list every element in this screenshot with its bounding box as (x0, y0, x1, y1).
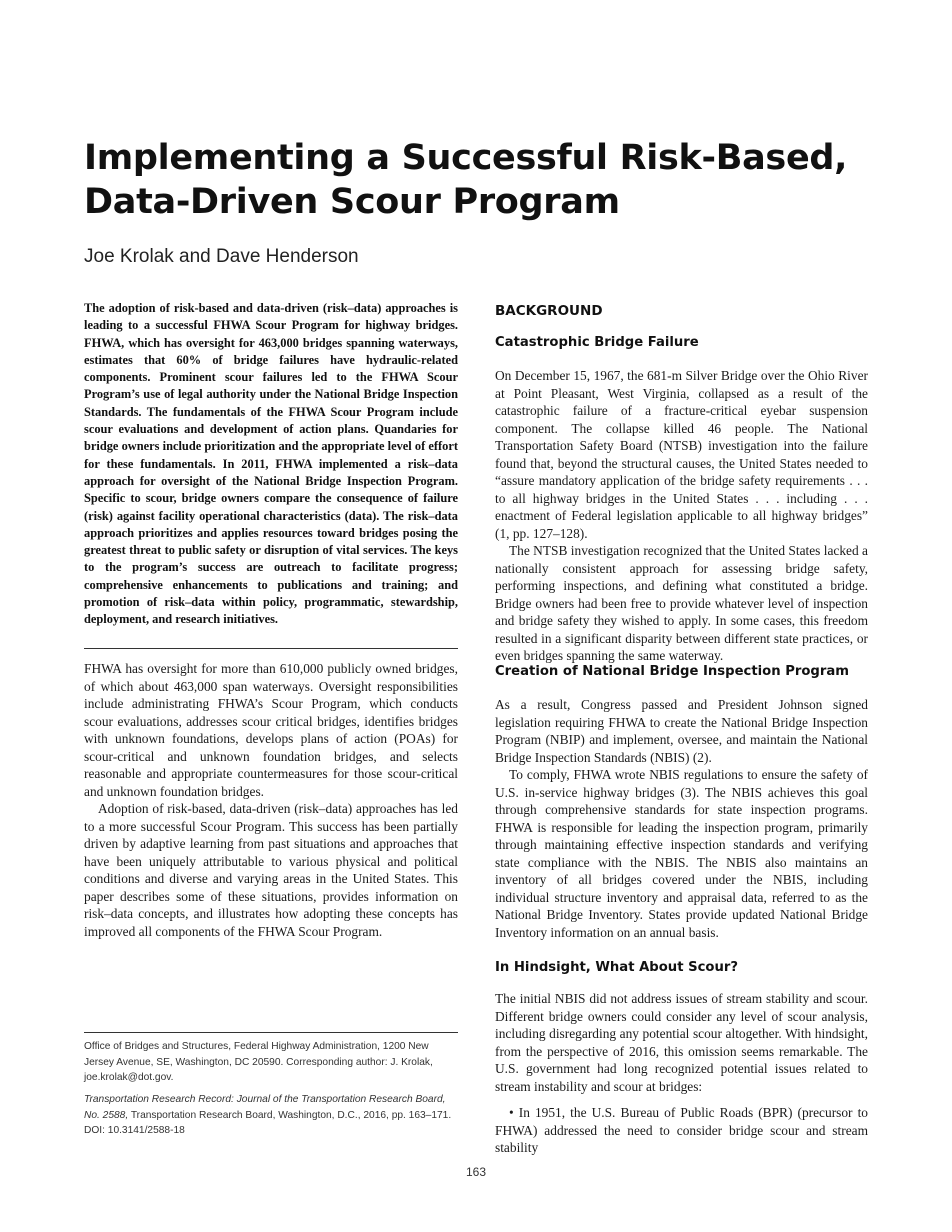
hindsight-heading: In Hindsight, What About Scour? (495, 960, 739, 975)
affiliation-footnote: Office of Bridges and Structures, Federal Highway Administration, 1200 New Jersey Avenue, SE, Washington, DC 20590. Corresponding author: J. Krolak, joe.krolak@dot.gov. (84, 1041, 433, 1084)
intro-paragraph-2: Adoption of risk-based, data-driven (risk–data) approaches has led to a more successful Scour Program. This success has been partially driven by adaptive learning from past situations and approaches that have been uniquely attributable to various physical and political conditions and diverse and varying areas in the United States. This paper describes some of these situations, provides information on risk–data concepts, and illustrates how adopting these concepts has improved all components of the FHWA Scour Program. (84, 801, 458, 939)
abstract-divider (84, 648, 458, 649)
hindsight-paragraph-1: The initial NBIS did not address issues of stream stability and scour. Different bridge owners could consider any level of scour analysis, including disregarding any potential scour altogether. With hindsight, from the perspective of 2016, this omission seems remarkable. The U.S. government had long recognized potential issues related to stream instability and scour at bridges: (495, 991, 868, 1094)
catastrophic-failure-section (495, 367, 868, 665)
citation-details: Transportation Research Board, Washington, D.C., 2016, pp. 163–171. DOI: 10.3141/2588-18 (84, 1109, 452, 1137)
citation-footnote (84, 1092, 458, 1139)
hindsight-section (495, 990, 868, 1095)
paper-title: Implementing a Successful Risk-Based, Data-Driven Scour Program (84, 138, 848, 222)
nbip-heading: Creation of National Bridge Inspection Program (495, 664, 850, 679)
journal-name: Transportation Research Record: Journal of the Transportation Research Board, No. 2588, (84, 1094, 446, 1121)
nbip-section (495, 696, 868, 941)
abstract: The adoption of risk-based and data-driven (risk–data) approaches is leading to a successful FHWA Scour Program for highway bridges. FHWA, which has oversight for 463,000 bridges spanning waterways, estimates that 60% of bridge failures have hydraulic-related components. Prominent scour failures led to the FHWA Scour Program’s use of legal authority under the National Bridge Inspection Standards. The fundamentals of the FHWA Scour Program include scour evaluations and development of action plans. Quandaries for bridge owners include prioritization and the appropriate level of effort for these fundamentals. In 2011, FHWA implemented a risk–data approach for oversight of the National Bridge Inspection Program. Specific to scour, bridge owners compare the consequence of failure (risk) against facility operational characteristics (data). The risk–data approach prioritizes and applies resources toward bridges posing the greatest threat to public safety or disruption of vital services. The keys to the program’s success are outreach to facilitate progress; comprehensive enhancements to publications and training; and promotion of risk–data within policy, programmatic, stewardship, deployment, and research initiatives. (84, 301, 458, 627)
nbip-paragraph-2: To comply, FHWA wrote NBIS regulations to ensure the safety of U.S. in-service highway bridges (3). The NBIS achieves this goal through comprehensive standards for state inspection programs. FHWA is responsible for leading the inspection program, primarily through maintaining effective inspection standards and verifying state compliance with the NBIS. The NBIS also maintains an inventory of all bridges covered under the NBIS, including individual structure inventory and appraisal data, referred to as the National Bridge Inventory. States provide updated National Bridge Inventory information on an annual basis. (495, 767, 868, 940)
nbip-paragraph-1: As a result, Congress passed and President Johnson signed legislation requiring FHWA to create the National Bridge Inspection Program (NBIP) and implement, oversee, and maintain the National Bridge Inspection Standards (NBIS) (2). (495, 697, 868, 765)
background-heading: BACKGROUND (495, 303, 603, 319)
bullet-list (495, 1104, 868, 1157)
footnote-divider (84, 1032, 458, 1033)
bullet-item-1: • In 1951, the U.S. Bureau of Public Roads (BPR) (precursor to FHWA) addressed the need to consider bridge scour and stream stability (495, 1105, 868, 1155)
page-number: 163 (465, 1165, 487, 1179)
intro-paragraph-1: FHWA has oversight for more than 610,000 publicly owned bridges, of which about 463,000 span waterways. Oversight responsibilities include administrating FHWA’s Scour Program, which conducts scour evaluations, addresses scour critical bridges, identifies bridges with unknown foundations, develops plans of action (POAs) for scour-critical and unknown foundation bridges, and selects reasonable and appropriate countermeasures for those scour-critical and unknown foundation bridges. (84, 661, 458, 799)
intro-section (84, 660, 458, 940)
catastrophic-failure-paragraph-2: The NTSB investigation recognized that the United States lacked a nationally consistent approach for assessing bridge safety, performing inspections, and defining what constituted a bridge. Bridge owners had been free to provide whatever level of inspection and bridge safety they wished to apply. In some cases, this freedom resulted in a significant disparity between different state practices, or even bridges spanning the same waterway. (495, 543, 868, 663)
catastrophic-failure-paragraph-1: On December 15, 1967, the 681-m Silver Bridge over the Ohio River at Point Pleasant, West Virginia, collapsed as a result of the catastrophic failure of a fracture-critical eyebar suspension component. The collapse killed 46 people. The National Transportation Safety Board (NTSB) investigation into the failure found that, beyond the structural causes, the United States needed to “assure mandatory application of the bridge safety requirements . . . to all highway bridges in the United States . . . including . . . enactment of Federal legislation applicable to all highway bridges” (1, pp. 127–128). (495, 368, 868, 541)
authors: Joe Krolak and Dave Henderson (84, 246, 359, 267)
catastrophic-failure-heading: Catastrophic Bridge Failure (495, 335, 699, 350)
